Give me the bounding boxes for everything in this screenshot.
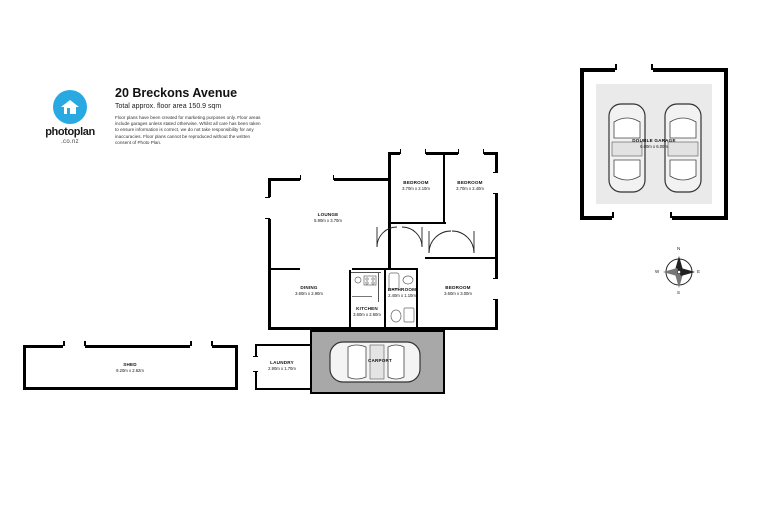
room-label-bedroom-1: BEDROOM 3.70m x 2.10m <box>402 180 430 191</box>
door-swing-icon <box>376 226 400 248</box>
room-label-bedroom-3: BEDROOM 3.60m x 3.00m <box>444 285 472 296</box>
logo-domain: .co.nz <box>61 139 79 145</box>
title-block <box>115 86 285 146</box>
logo-circle <box>53 90 87 124</box>
house-icon <box>61 100 79 114</box>
kitchen-fixtures-icon <box>352 274 380 298</box>
disclaimer-text: Floor plans have been created for marketing purposes only. Floor areas include garages unless stated otherwise. Whilst all care has been taken to ensure information is correct, we do not take responsibility for any inaccuracies. Floor plans cannot be reproduced without the written consent of Photo Plan. <box>115 115 261 145</box>
room-label-shed: SHED 9.20m x 2.62m <box>116 362 144 373</box>
logo-brand: photoplan <box>45 126 95 138</box>
door-swing-icon <box>449 230 475 254</box>
door-swing-icon <box>399 226 423 248</box>
compass-north-label: N <box>677 246 681 251</box>
compass-south-label: S <box>677 290 681 295</box>
compass-rose <box>655 248 703 296</box>
compass-east-label: E <box>697 269 701 274</box>
page-title: 20 Breckons Avenue <box>115 86 238 100</box>
compass-west-label: W <box>655 269 660 274</box>
room-label-carport: CARPORT <box>367 358 393 363</box>
room-label-bathroom: BATHROOM 2.40m x 1.10m <box>387 287 417 298</box>
room-label-kitchen: KITCHEN 3.60m x 2.60m <box>353 306 381 317</box>
room-label-dining: DINING 3.60m x 2.90m <box>295 285 323 296</box>
room-label-laundry: LAUNDRY 2.90m x 1.70m <box>268 360 296 371</box>
room-label-bedroom-2: BEDROOM 3.70m x 2.40m <box>456 180 484 191</box>
photoplan-logo <box>34 90 106 145</box>
room-label-lounge: LOUNGE 5.90m x 3.70m <box>314 212 342 223</box>
room-label-garage: DOUBLE GARAGE 6.00m x 6.00m <box>632 138 676 149</box>
floor-area-text: Total approx. floor area 150.9 sqm <box>115 103 222 110</box>
bathroom-fixtures-icon <box>388 272 416 326</box>
compass-icon <box>655 248 703 296</box>
